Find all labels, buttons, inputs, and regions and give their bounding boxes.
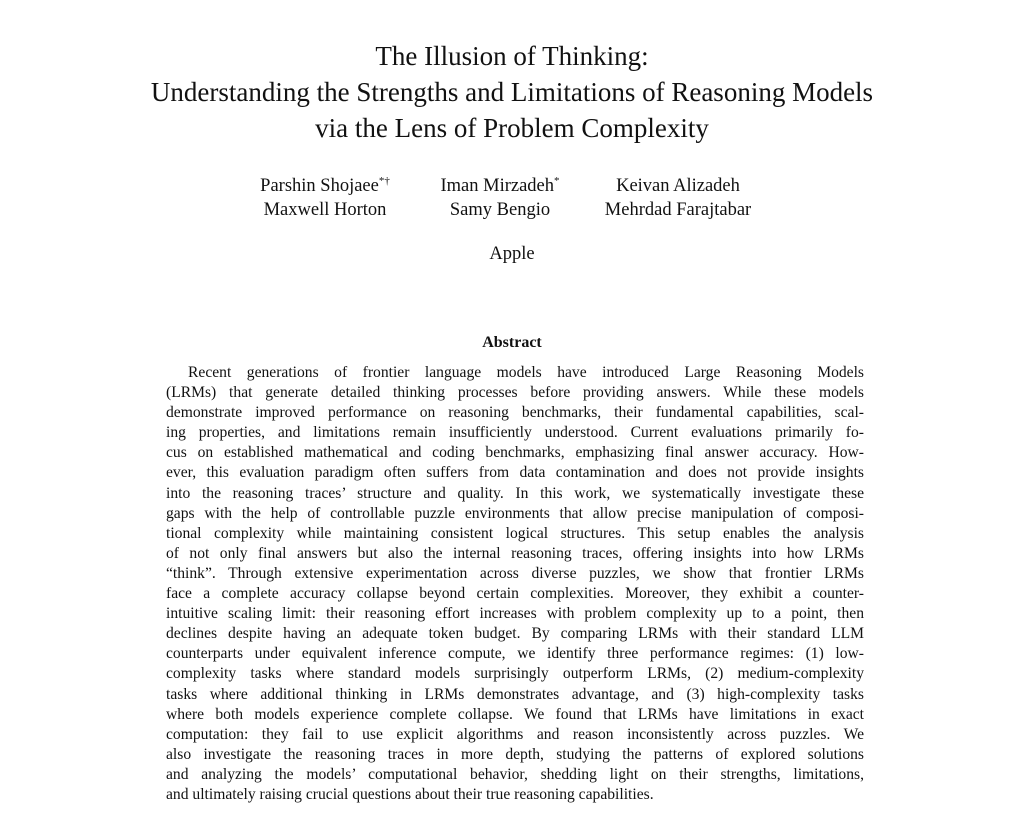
affiliation: Apple [489, 244, 535, 264]
abstract-line: computation: they fail to use explicit algorithms and reason inconsistently across puzzles. We [166, 725, 864, 743]
author-mark: *† [378, 174, 390, 187]
abstract-line: counterparts under equivalent inference compute, we identify three performance regimes: (1) low- [166, 645, 864, 663]
abstract-heading: Abstract [482, 334, 542, 351]
abstract-line: into the reasoning traces’ structure and quality. In this work, we systematically investigate these [166, 484, 864, 502]
author-row-1 [0, 173, 1024, 199]
abstract-line: tional complexity while maintaining consistent logical structures. This setup enables the analysis [166, 524, 864, 542]
abstract-body [166, 363, 864, 805]
abstract-line: where both models experience complete collapse. We found that LRMs have limitations in exact [166, 705, 864, 723]
paper-title [0, 38, 1024, 146]
abstract-line: (LRMs) that generate detailed thinking processes before providing answers. While these models [166, 384, 864, 402]
abstract-line: complexity tasks where standard models surprisingly outperform LRMs, (2) medium-complexity [166, 665, 864, 683]
abstract-line: ing properties, and limitations remain insufficiently understood. Current evaluations primarily fo- [166, 424, 864, 442]
abstract-line: also investigate the reasoning traces in more depth, studying the patterns of explored solutions [166, 745, 864, 763]
abstract-line: gaps with the help of controllable puzzle environments that allow precise manipulation of composi- [166, 504, 864, 522]
abstract-line: intuitive scaling limit: their reasoning effort increases with problem complexity up to a point, then [166, 605, 864, 623]
abstract-line: “think”. Through extensive experimentation across diverse puzzles, we show that frontier LRMs [166, 564, 864, 582]
author-mirzadeh: Iman Mirzadeh* [440, 174, 560, 196]
title-line-3: via the Lens of Problem Complexity [315, 113, 709, 143]
title-line-2: Understanding the Strengths and Limitations of Reasoning Models [150, 77, 874, 107]
author-mark: * [554, 174, 560, 187]
author-bengio: Samy Bengio [449, 200, 551, 220]
author-shojaee: Parshin Shojaee*† [260, 174, 390, 196]
abstract-line: and analyzing the models’ computational behavior, shedding light on their strengths, limitations, [166, 765, 864, 783]
title-line-1: The Illusion of Thinking: [375, 41, 649, 71]
abstract-line: tasks where additional thinking in LRMs demonstrates advantage, and (3) high-complexity tasks [166, 685, 864, 703]
abstract-line: of not only final answers but also the internal reasoning traces, offering insights into how LRMs [166, 544, 864, 562]
abstract-line: cus on established mathematical and coding benchmarks, emphasizing final answer accuracy. How- [166, 444, 864, 462]
abstract-line: demonstrate improved performance on reasoning benchmarks, their fundamental capabilities, scal- [166, 404, 864, 422]
author-horton: Maxwell Horton [263, 200, 387, 220]
abstract-line: Recent generations of frontier language models have introduced Large Reasoning Models [188, 364, 864, 381]
author-row-2 [0, 197, 1024, 223]
author-farajtabar: Mehrdad Farajtabar [604, 200, 752, 220]
abstract-line: ever, this evaluation paradigm often suffers from data contamination and does not provide insights [166, 464, 864, 482]
abstract-line: declines despite having an adequate token budget. By comparing LRMs with their standard LLM [166, 625, 864, 643]
abstract-line: and ultimately raising crucial questions about their true reasoning capabilities. [166, 785, 654, 803]
abstract-line: face a complete accuracy collapse beyond certain complexities. Moreover, they exhibit a counter- [166, 585, 864, 603]
author-alizadeh: Keivan Alizadeh [616, 176, 740, 196]
